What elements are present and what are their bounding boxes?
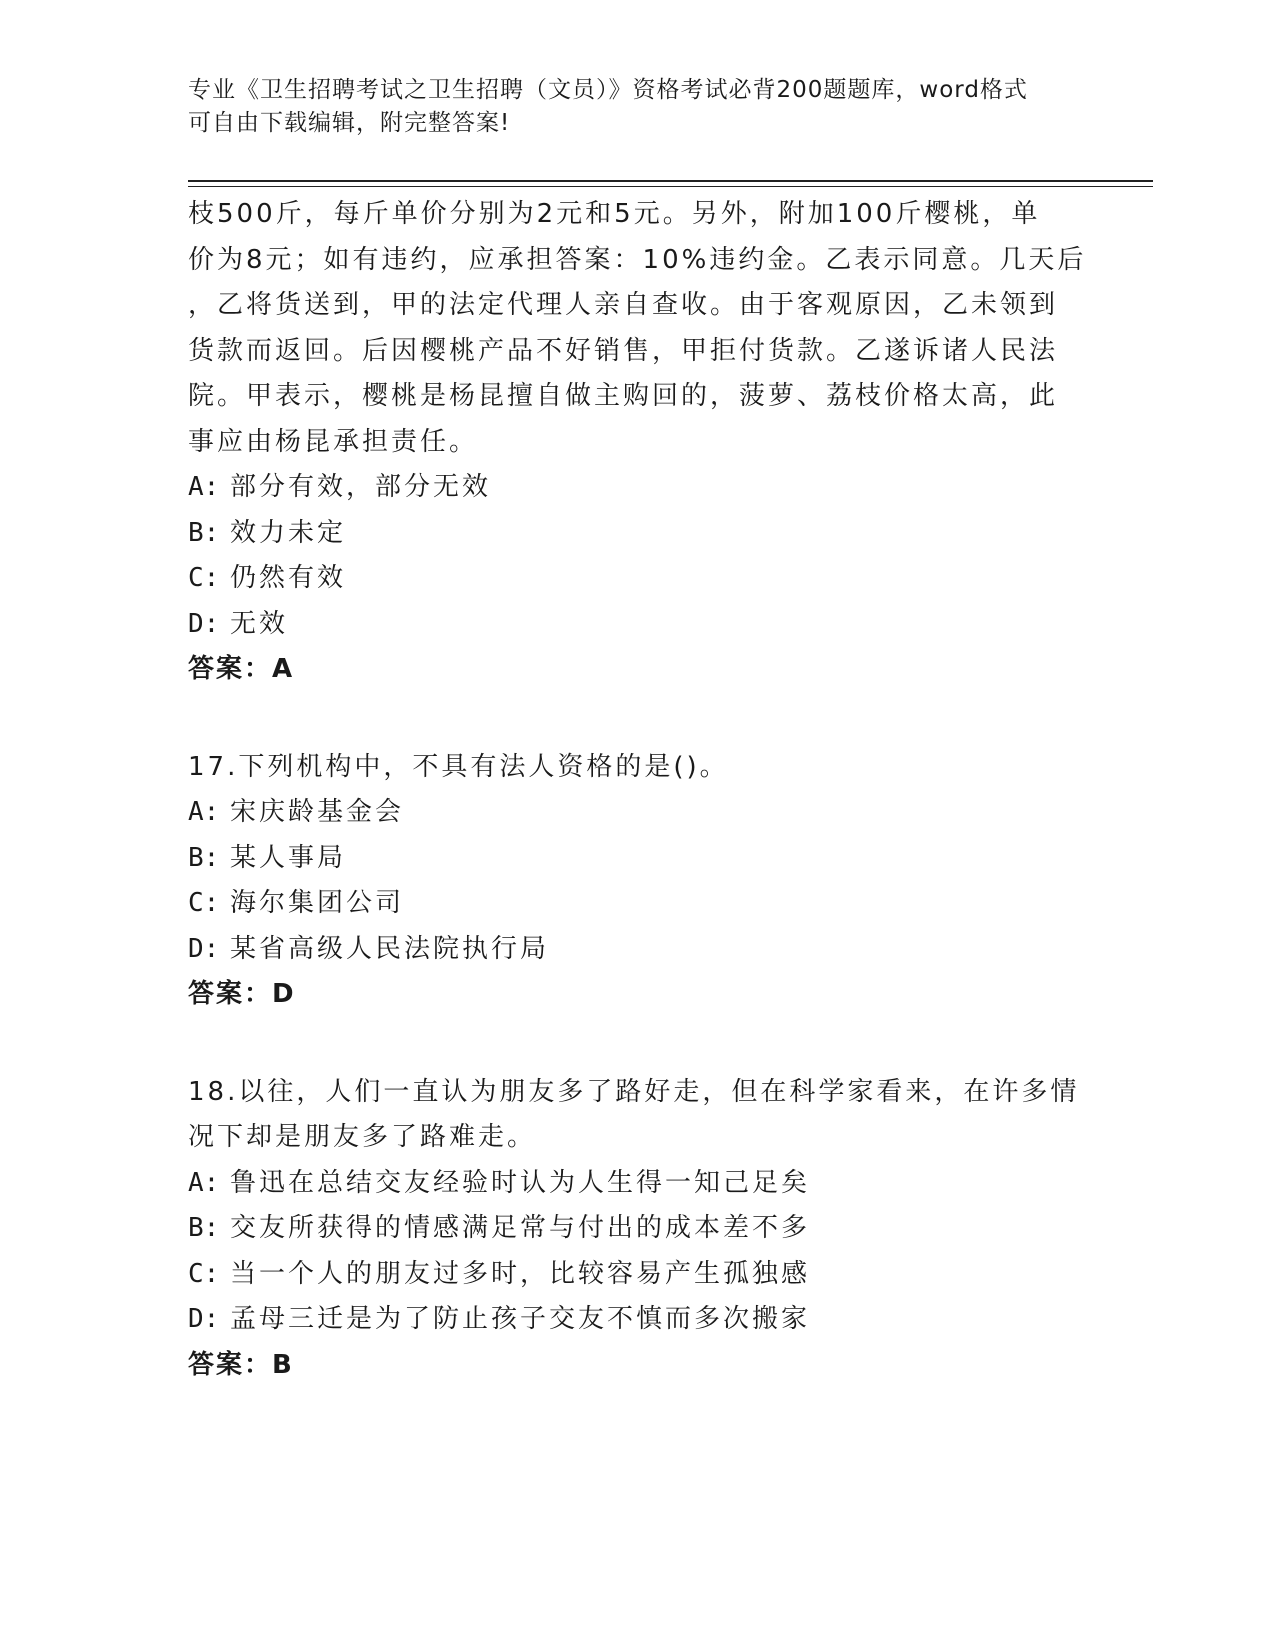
option-text: 效力未定 bbox=[230, 517, 347, 548]
option-key: B: bbox=[188, 842, 220, 873]
question-text-line: 院。甲表示，樱桃是杨昆擅自做主购回的，菠萝、荔枝价格太高，此 bbox=[188, 381, 1059, 411]
option-d bbox=[188, 927, 1088, 973]
option-key: B: bbox=[188, 517, 220, 548]
question-17 bbox=[188, 745, 1088, 1018]
option-text: 宋庆龄基金会 bbox=[230, 797, 405, 827]
option-text: 仍然有效 bbox=[230, 563, 347, 593]
header-line-2: 可自由下载编辑，附完整答案! bbox=[188, 110, 511, 136]
question-text-line: 货款而返回。后因樱桃产品不好销售，甲拒付货款。乙遂诉诸人民法 bbox=[188, 335, 1059, 366]
option-key: A: bbox=[188, 797, 220, 827]
option-key: C: bbox=[188, 1258, 220, 1289]
option-key: D: bbox=[188, 608, 220, 639]
option-text: 某人事局 bbox=[230, 842, 347, 873]
option-b bbox=[188, 1206, 1088, 1252]
option-text: 鲁迅在总结交友经验时认为人生得一知己足矣 bbox=[230, 1167, 811, 1198]
option-key: C: bbox=[188, 888, 220, 918]
option-key: A: bbox=[188, 1167, 220, 1198]
option-c bbox=[188, 881, 1088, 927]
question-text-line: 事应由杨昆承担责任。 bbox=[188, 426, 479, 457]
option-text: 某省高级人民法院执行局 bbox=[230, 933, 550, 964]
question-text-line: 17.下列机构中，不具有法人资格的是()。 bbox=[188, 751, 729, 782]
question-text-line: 18.以往，人们一直认为朋友多了路好走，但在科学家看来，在许多情 bbox=[188, 1076, 1080, 1107]
answer-line: 答案：A bbox=[188, 654, 295, 684]
option-text: 无效 bbox=[230, 608, 289, 639]
question-18 bbox=[188, 1070, 1088, 1389]
answer-line: 答案：D bbox=[188, 979, 296, 1009]
option-key: A: bbox=[188, 472, 220, 502]
option-c bbox=[188, 556, 1088, 602]
header-line-1: 专业《卫生招聘考试之卫生招聘（文员）》资格考试必背200题题库，word格式 bbox=[188, 77, 1028, 103]
document-body bbox=[188, 192, 1088, 1388]
option-b bbox=[188, 836, 1088, 882]
option-key: B: bbox=[188, 1213, 220, 1243]
option-a bbox=[188, 790, 1088, 836]
option-text: 孟母三迁是为了防止孩子交友不慎而多次搬家 bbox=[230, 1304, 811, 1334]
answer-line: 答案：B bbox=[188, 1349, 294, 1380]
header-divider bbox=[188, 180, 1153, 187]
option-text: 部分有效，部分无效 bbox=[230, 472, 492, 502]
option-key: C: bbox=[188, 563, 220, 593]
question-text-line: 价为8元；如有违约，应承担答案：10%违约金。乙表示同意。几天后 bbox=[188, 244, 1087, 275]
question-text-line: 况下却是朋友多了路难走。 bbox=[188, 1122, 537, 1152]
option-c bbox=[188, 1252, 1088, 1298]
option-b bbox=[188, 511, 1088, 557]
question-text-line: ，乙将货送到，甲的法定代理人亲自查收。由于客观原因，乙未领到 bbox=[188, 290, 1059, 320]
question-text-line: 枝500斤，每斤单价分别为2元和5元。另外，附加100斤樱桃，单 bbox=[188, 199, 1041, 229]
option-a bbox=[188, 1161, 1088, 1207]
option-text: 海尔集团公司 bbox=[230, 888, 405, 918]
question-16 bbox=[188, 192, 1088, 693]
option-text: 交友所获得的情感满足常与付出的成本差不多 bbox=[230, 1213, 811, 1243]
option-key: D: bbox=[188, 1304, 220, 1334]
option-d bbox=[188, 602, 1088, 648]
option-text: 当一个人的朋友过多时，比较容易产生孤独感 bbox=[230, 1258, 811, 1289]
page-header bbox=[188, 74, 1068, 140]
option-d bbox=[188, 1297, 1088, 1343]
option-a bbox=[188, 465, 1088, 511]
option-key: D: bbox=[188, 933, 220, 964]
